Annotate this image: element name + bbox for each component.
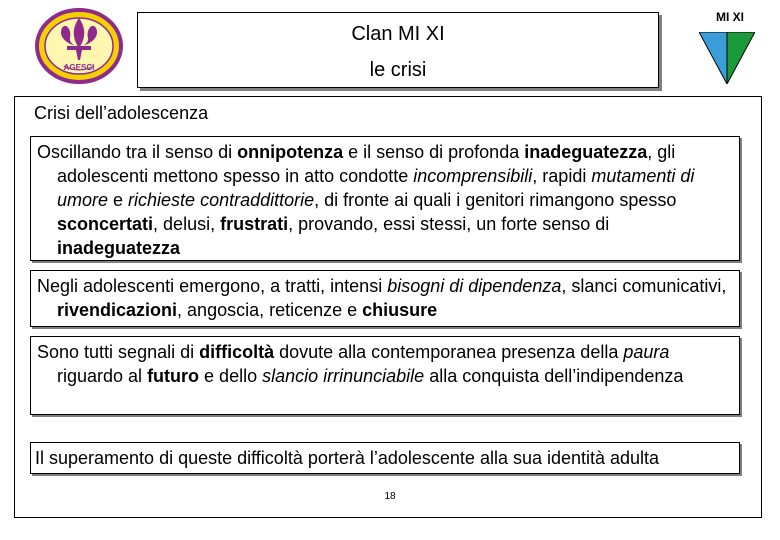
section-title: Crisi dell’adolescenza [34,103,209,123]
paragraph-2: Negli adolescenti emergono, a tratti, intensi bisogni di dipendenza, slanci comunicativi, rivendicazioni, angoscia, reticenze e chiusure [37,276,727,320]
paragraph-4: Il superamento di queste difficoltà porterà l’adolescente alla sua identità adulta [35,448,660,468]
fleur-de-lis-icon [34,8,124,84]
agesci-logo [34,8,124,84]
text-box-1 [30,136,740,261]
badge-label: MI XI [715,10,744,24]
text-box-2 [30,270,740,327]
paragraph-1: Oscillando tra il senso di onnipotenza e il senso di profonda inadeguatezza, gli adolescenti mettono spesso in atto condotte incomprensibili, rapidi mutamenti di umore e richieste contraddittorie, di fronte ai quali i genitori rimangono spesso sconcertati, delusi, frustrati, provando, essi stessi, un forte senso di inadeguatezza [37,142,695,258]
text-box-4 [30,442,740,474]
page-title: Clan MI XI [351,23,445,45]
title-box [137,12,659,88]
logo-text: AGESCI [63,63,95,72]
paragraph-3: Sono tutti segnali di difficoltà dovute alla contemporanea presenza della paura riguardo al futuro e dello slancio irrinunciabile alla conquista dell’indipendenza [37,342,684,386]
page-number: 18 [384,491,396,502]
text-box-3 [30,336,740,415]
clan-flag-icon [699,32,755,84]
page-subtitle: le crisi [369,59,427,81]
